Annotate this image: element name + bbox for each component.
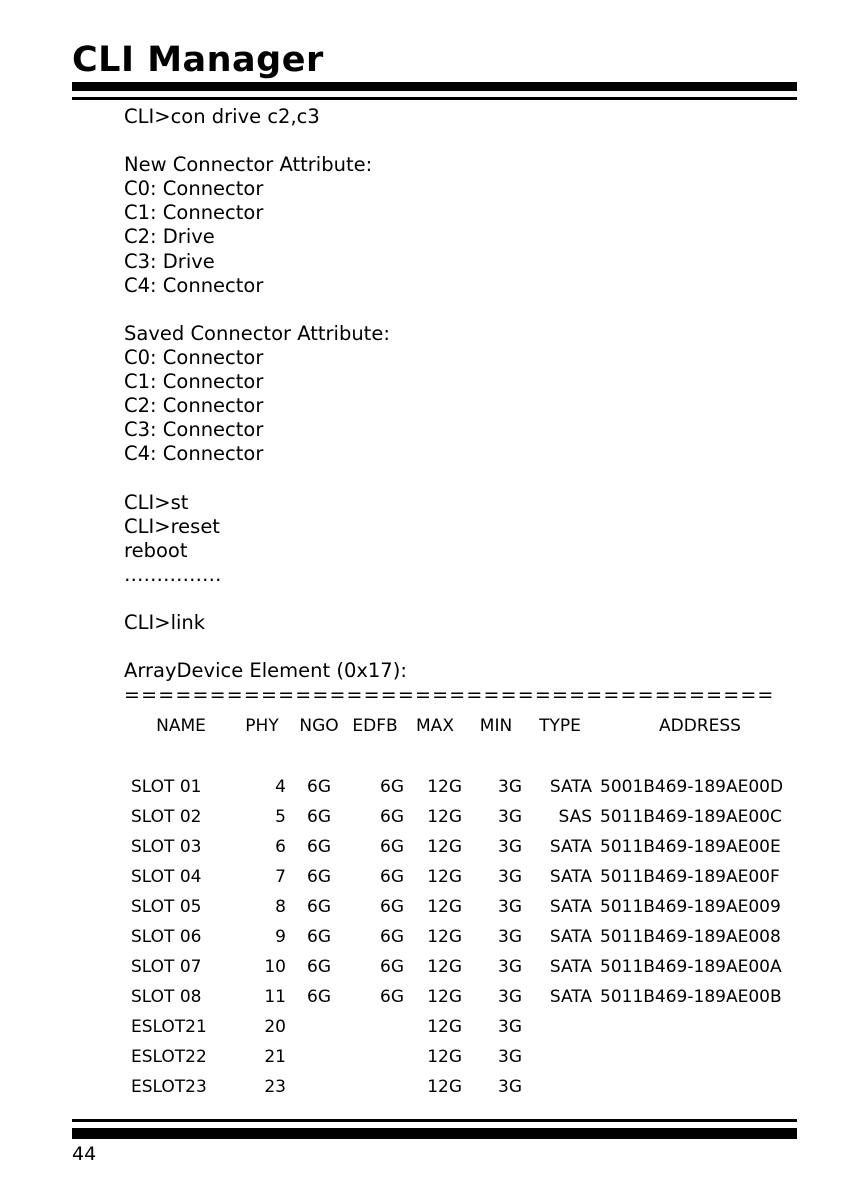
cell-type: SATA <box>549 837 592 857</box>
cell-address: 5001B469-189AE00D <box>600 777 784 797</box>
cell-min: 3G <box>498 1077 522 1097</box>
terminal-line <box>124 129 407 153</box>
cell-type <box>528 1042 600 1072</box>
cell-min: 3G <box>498 927 522 947</box>
cell-ngo: 6G <box>307 777 331 797</box>
terminal-output <box>124 105 407 683</box>
cell-max: 12G <box>427 1017 462 1037</box>
cell-edfb: 6G <box>380 927 404 947</box>
cell-ngo <box>292 1012 346 1042</box>
cell-ngo <box>292 1042 346 1072</box>
cell-max: 12G <box>427 897 462 917</box>
cell-edfb: 6G <box>380 897 404 917</box>
cell-ngo: 6G <box>307 837 331 857</box>
cell-type: SAS <box>558 807 592 827</box>
cell-ngo: 6G <box>307 897 331 917</box>
column-header-min: MIN <box>479 716 513 736</box>
cell-max: 12G <box>427 867 462 887</box>
cell-min: 3G <box>498 837 522 857</box>
terminal-line: C3: Drive <box>124 249 215 273</box>
cell-edfb: 6G <box>380 867 404 887</box>
cell-name: SLOT 08 <box>131 987 202 1007</box>
cell-address: 5011B469-189AE00A <box>600 957 782 977</box>
terminal-line <box>124 587 407 611</box>
terminal-line: C3: Connector <box>124 418 264 442</box>
column-header-edfb: EDFB <box>352 716 398 736</box>
cell-phy: 8 <box>275 897 286 917</box>
terminal-line: C1: Connector <box>124 370 264 394</box>
cell-phy: 9 <box>275 927 286 947</box>
cell-min: 3G <box>498 1017 522 1037</box>
cell-phy: 23 <box>264 1077 286 1097</box>
terminal-line: New Connector Attribute: <box>124 153 373 177</box>
cell-phy: 10 <box>264 957 286 977</box>
cell-edfb <box>346 1042 408 1072</box>
cell-address: 5011B469-189AE008 <box>600 927 781 947</box>
cell-address: 5011B469-189AE00F <box>600 867 780 887</box>
cell-type: SATA <box>549 927 592 947</box>
cell-type: SATA <box>549 867 592 887</box>
cell-ngo: 6G <box>307 927 331 947</box>
terminal-line: CLI>reset <box>124 514 220 538</box>
cell-type: SATA <box>549 897 592 917</box>
cell-max: 12G <box>427 987 462 1007</box>
cell-phy: 20 <box>264 1017 286 1037</box>
cell-name: SLOT 03 <box>131 837 202 857</box>
table-row <box>124 922 800 952</box>
cell-name: SLOT 01 <box>131 777 202 797</box>
cell-name: ESLOT23 <box>131 1077 207 1097</box>
cell-max: 12G <box>427 927 462 947</box>
cell-min: 3G <box>498 807 522 827</box>
terminal-line: ArrayDevice Element (0x17): <box>124 659 407 683</box>
terminal-line: C4: Connector <box>124 273 264 297</box>
cell-ngo <box>292 1072 346 1102</box>
terminal-line <box>124 635 407 659</box>
table-row <box>124 862 800 892</box>
terminal-line: C2: Connector <box>124 394 264 418</box>
cell-address: 5011B469-189AE00B <box>600 987 782 1007</box>
header-rule-thick <box>72 82 797 91</box>
cell-min: 3G <box>498 867 522 887</box>
cell-type <box>528 1012 600 1042</box>
cell-address <box>600 1042 800 1072</box>
cell-ngo: 6G <box>307 867 331 887</box>
cell-edfb <box>346 1072 408 1102</box>
cell-max: 12G <box>427 807 462 827</box>
table-row <box>124 1072 800 1102</box>
terminal-line: CLI>link <box>124 610 206 634</box>
column-header-address: ADDRESS <box>659 716 741 736</box>
cell-max: 12G <box>427 837 462 857</box>
table-row <box>124 832 800 862</box>
cell-phy: 11 <box>264 987 286 1007</box>
separator-line: ====================================== <box>124 684 775 706</box>
cell-name: SLOT 04 <box>131 867 202 887</box>
cell-max: 12G <box>427 1077 462 1097</box>
cell-address <box>600 1012 800 1042</box>
cell-phy: 6 <box>275 837 286 857</box>
cell-min: 3G <box>498 987 522 1007</box>
table-row <box>124 1042 800 1072</box>
cell-max: 12G <box>427 777 462 797</box>
column-header-phy: PHY <box>245 716 279 736</box>
table-row <box>124 982 800 1012</box>
footer-rule-thick <box>72 1128 797 1139</box>
terminal-line: C4: Connector <box>124 442 264 466</box>
terminal-line: Saved Connector Attribute: <box>124 321 390 345</box>
terminal-line: C0: Connector <box>124 177 264 201</box>
cell-ngo: 6G <box>307 957 331 977</box>
cell-edfb: 6G <box>380 987 404 1007</box>
cell-type: SATA <box>549 957 592 977</box>
table-spacer-row <box>124 740 800 772</box>
cell-type: SATA <box>549 777 592 797</box>
cell-edfb: 6G <box>380 777 404 797</box>
terminal-line <box>124 466 407 490</box>
page-title: CLI Manager <box>72 40 324 80</box>
cell-phy: 4 <box>275 777 286 797</box>
page-number: 44 <box>72 1143 97 1165</box>
cell-ngo: 6G <box>307 807 331 827</box>
table-row <box>124 952 800 982</box>
cell-address: 5011B469-189AE009 <box>600 897 781 917</box>
terminal-line: C1: Connector <box>124 201 264 225</box>
cell-ngo: 6G <box>307 987 331 1007</box>
column-header-max: MAX <box>416 716 454 736</box>
cell-name: ESLOT21 <box>131 1017 207 1037</box>
table-row <box>124 772 800 802</box>
header-rule-thin <box>72 97 797 100</box>
cell-address: 5011B469-189AE00C <box>600 807 782 827</box>
terminal-line: C0: Connector <box>124 345 264 369</box>
cell-name: SLOT 05 <box>131 897 202 917</box>
terminal-line: reboot <box>124 538 188 562</box>
cell-type <box>528 1072 600 1102</box>
cell-name: SLOT 07 <box>131 957 202 977</box>
table-header-row <box>124 712 800 740</box>
footer-rule-thin <box>72 1119 797 1122</box>
cell-max: 12G <box>427 1047 462 1067</box>
terminal-line <box>124 298 407 322</box>
array-device-table <box>124 712 800 1102</box>
cell-edfb: 6G <box>380 957 404 977</box>
cell-edfb: 6G <box>380 807 404 827</box>
cell-phy: 7 <box>275 867 286 887</box>
cell-max: 12G <box>427 957 462 977</box>
cell-phy: 5 <box>275 807 286 827</box>
cell-edfb: 6G <box>380 837 404 857</box>
cell-name: SLOT 06 <box>131 927 202 947</box>
column-header-type: TYPE <box>539 716 581 736</box>
terminal-line: C2: Drive <box>124 225 215 249</box>
cell-edfb <box>346 1012 408 1042</box>
terminal-line: …………… <box>124 562 222 586</box>
cell-min: 3G <box>498 777 522 797</box>
column-header-ngo: NGO <box>299 716 339 736</box>
cell-type: SATA <box>549 987 592 1007</box>
cell-min: 3G <box>498 957 522 977</box>
table-row <box>124 802 800 832</box>
terminal-line: CLI>st <box>124 490 189 514</box>
column-header-name: NAME <box>156 716 206 736</box>
cell-address: 5011B469-189AE00E <box>600 837 781 857</box>
terminal-line: CLI>con drive c2,c3 <box>124 105 320 128</box>
cell-min: 3G <box>498 1047 522 1067</box>
cell-address <box>600 1072 800 1102</box>
cell-name: ESLOT22 <box>131 1047 207 1067</box>
cell-min: 3G <box>498 897 522 917</box>
table-row <box>124 1012 800 1042</box>
cell-phy: 21 <box>264 1047 286 1067</box>
table-row <box>124 892 800 922</box>
cell-name: SLOT 02 <box>131 807 202 827</box>
